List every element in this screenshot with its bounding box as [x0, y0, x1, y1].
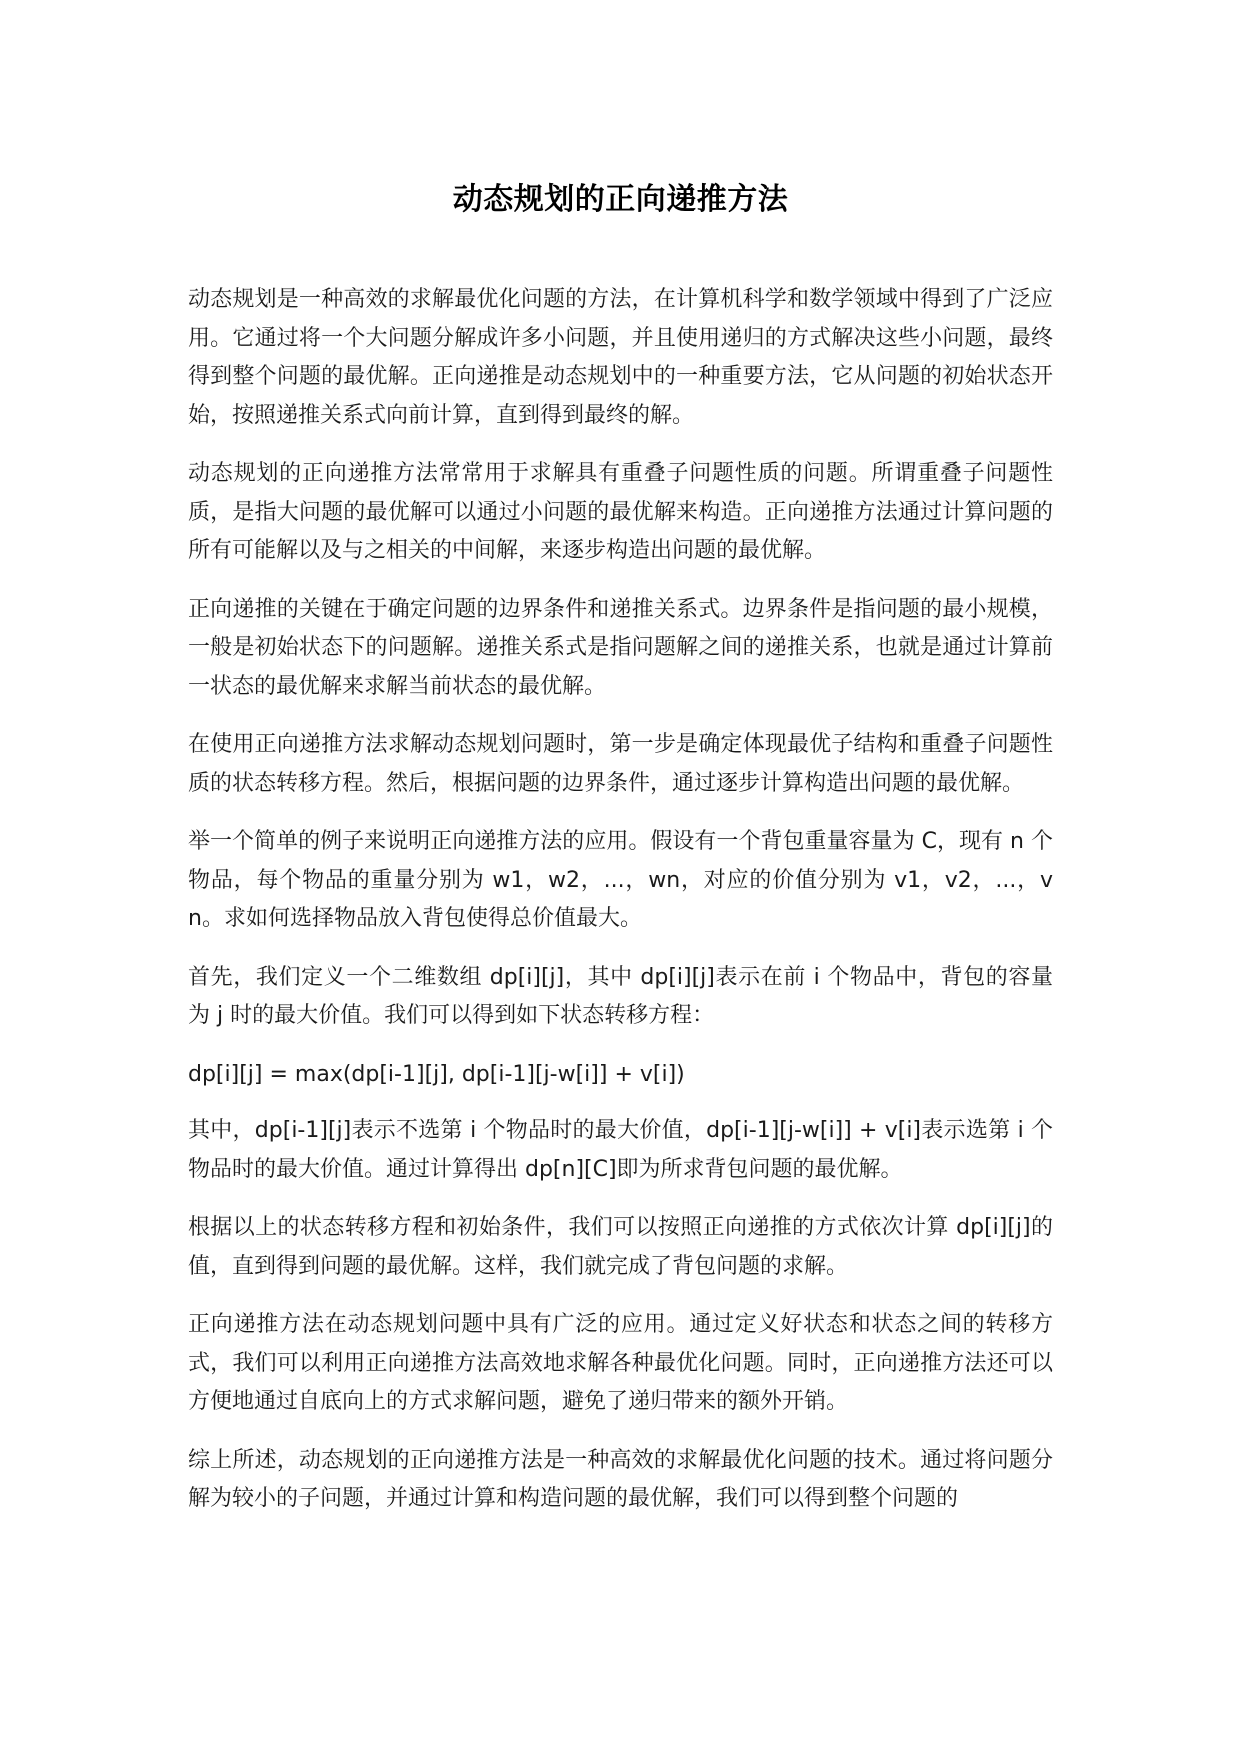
paragraph-solving-steps: 在使用正向递推方法求解动态规划问题时，第一步是确定体现最优子结构和重叠子问题性质的状态转移方程。然后，根据问题的边界条件，通过逐步计算构造出问题的最优解。 [188, 732, 1053, 796]
paragraph-compute-order: 根据以上的状态转移方程和初始条件，我们可以按照正向递推的方式依次计算 dp[i][j]的值，直到得到问题的最优解。这样，我们就完成了背包问题的求解。 [188, 1215, 1053, 1279]
paragraph-summary: 综上所述，动态规划的正向递推方法是一种高效的求解最优化问题的技术。通过将问题分解为较小的子问题，并通过计算和构造问题的最优解，我们可以得到整个问题的 [188, 1447, 1053, 1511]
paragraph-equation-explanation: 其中，dp[i-1][j]表示不选第 i 个物品时的最大价值，dp[i-1][j-w[i]] + v[i]表示选第 i 个物品时的最大价值。通过计算得出 dp[n][C]即为所求背包问题的最优解。 [188, 1118, 1053, 1182]
paragraph-knapsack-example: 举一个简单的例子来说明正向递推方法的应用。假设有一个背包重量容量为 C，现有 n 个物品，每个物品的重量分别为 w1，w2，...，wn，对应的价值分别为 v1，v2，...，vn。求如何选择物品放入背包使得总价值最大。 [188, 829, 1053, 931]
document-body [188, 281, 1053, 1539]
paragraph-boundary-and-recurrence: 正向递推的关键在于确定问题的边界条件和递推关系式。边界条件是指问题的最小规模，一般是初始状态下的问题解。递推关系式是指问题解之间的递推关系，也就是通过计算前一状态的最优解来求解当前状态的最优解。 [188, 596, 1053, 699]
paragraph-overlapping-subproblems: 动态规划的正向递推方法常常用于求解具有重叠子问题性质的问题。所谓重叠子问题性质，是指大问题的最优解可以通过小问题的最优解来构造。正向递推方法通过计算问题的所有可能解以及与之相关的中间解，来逐步构造出问题的最优解。 [188, 461, 1053, 563]
paragraph-transition-equation: dp[i][j] = max(dp[i-1][j], dp[i-1][j-w[i]] + v[i]) [188, 1061, 685, 1087]
paragraph-dp-definition: 首先，我们定义一个二维数组 dp[i][j]，其中 dp[i][j]表示在前 i 个物品中，背包的容量为 j 时的最大价值。我们可以得到如下状态转移方程： [188, 964, 1053, 1028]
document-title: 动态规划的正向递推方法 [452, 182, 789, 217]
paragraph-intro: 动态规划是一种高效的求解最优化问题的方法，在计算机科学和数学领域中得到了广泛应用。它通过将一个大问题分解成许多小问题，并且使用递归的方式解决这些小问题，最终得到整个问题的最优解。正向递推是动态规划中的一种重要方法，它从问题的初始状态开始，按照递推关系式向前计算，直到得到最终的解。 [188, 287, 1053, 428]
paragraph-applications: 正向递推方法在动态规划问题中具有广泛的应用。通过定义好状态和状态之间的转移方式，我们可以利用正向递推方法高效地求解各种最优化问题。同时，正向递推方法还可以方便地通过自底向上的方式求解问题，避免了递归带来的额外开销。 [188, 1312, 1053, 1414]
